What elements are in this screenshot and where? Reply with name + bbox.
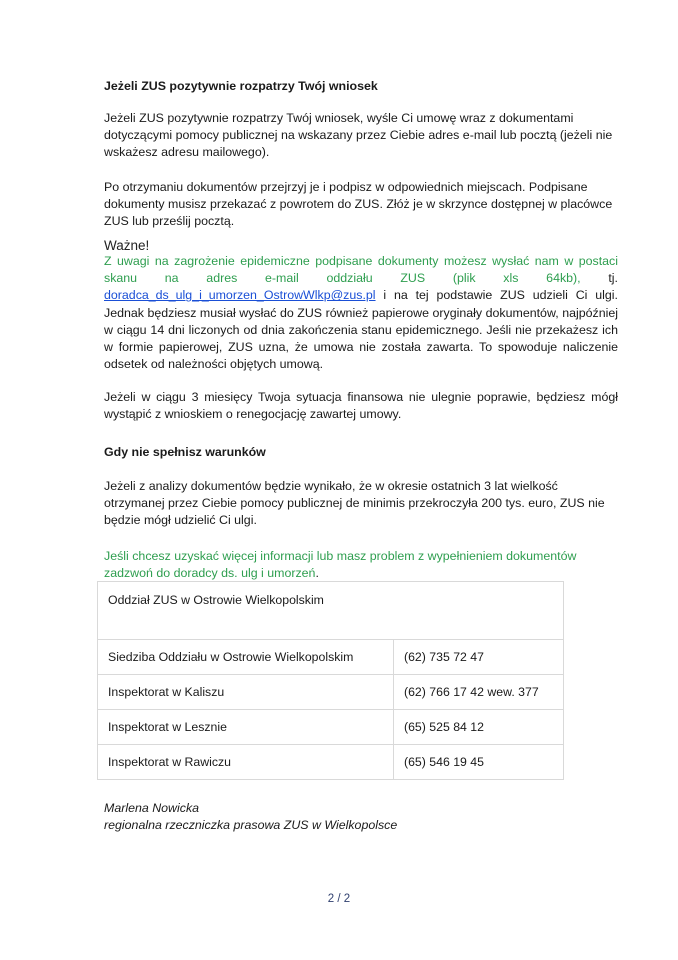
section-heading-positive: Jeżeli ZUS pozytywnie rozpatrzy Twój wniosek (104, 79, 378, 93)
important-notice (104, 253, 618, 373)
contact-trailing-dot: . (315, 566, 319, 581)
phone-cell: (65) 525 84 12 (394, 710, 564, 745)
page-number: 2 / 2 (327, 893, 351, 905)
table-row (98, 710, 564, 745)
important-green-text: Z uwagi na zagrożenie epidemiczne podpisane dokumenty możesz wysłać nam w postaci skanu na adres e-mail oddziału ZUS (plik xls 64kb), (104, 254, 618, 286)
email-prefix: tj. (608, 271, 618, 286)
table-row (98, 745, 564, 780)
table-row (98, 640, 564, 675)
email-link[interactable]: doradca_ds_ulg_i_umorzen_OstrowWlkp@zus.pl (104, 288, 376, 303)
important-rest-text: i na tej podstawie ZUS udzieli Ci ulgi. Jednak będziesz musiał wysłać do ZUS również papierowe oryginały dokumentów, najpóźniej w ciągu 14 dni liczonych od dnia zakończenia stanu epidemicznego. Jeśli nie przekażesz ich w formie papierowej, ZUS uzna, że umowa nie została zawarta. To spowoduje naliczenie odsetek od należności objętych umową. (104, 288, 618, 372)
table-header-row (98, 582, 564, 640)
contacts-table (97, 581, 564, 780)
table-row (98, 675, 564, 710)
contact-advisor-note (104, 548, 618, 582)
phone-cell: (65) 546 19 45 (394, 745, 564, 780)
phone-cell: (62) 735 72 47 (394, 640, 564, 675)
section-heading-conditions: Gdy nie spełnisz warunków (104, 445, 266, 459)
table-header-cell: Oddział ZUS w Ostrowie Wielkopolskim (98, 582, 564, 640)
contact-green-text: Jeśli chcesz uzyskać więcej informacji lub masz problem z wypełnieniem dokumentów zadzwoń do doradcy ds. ulg i umorzeń (104, 549, 577, 581)
office-cell: Siedziba Oddziału w Ostrowie Wielkopolskim (98, 640, 394, 675)
paragraph-sign-documents: Po otrzymaniu dokumentów przejrzyj je i podpisz w odpowiednich miejscach. Podpisane dokumenty musisz przekazać z powrotem do ZUS. Złóż je w skrzynce dostępnej w placówce ZUS lub prześlij pocztą. (104, 180, 613, 229)
office-cell: Inspektorat w Kaliszu (98, 675, 394, 710)
important-label: Ważne! (104, 238, 150, 253)
office-cell: Inspektorat w Rawiczu (98, 745, 394, 780)
paragraph-contract-sent: Jeżeli ZUS pozytywnie rozpatrzy Twój wniosek, wyśle Ci umowę wraz z dokumentami dotyczącymi pomocy publicznej na wskazany przez Ciebie adres e-mail lub pocztą (jeżeli nie wskażesz adresu mailowego). (104, 111, 613, 160)
office-cell: Inspektorat w Lesznie (98, 710, 394, 745)
paragraph-de-minimis: Jeżeli z analizy dokumentów będzie wynikało, że w okresie ostatnich 3 lat wielkość otrzymanej przez Ciebie pomocy publicznej de minimis przekroczyła 200 tys. euro, ZUS nie będzie mógł udzielić Ci ulgi. (104, 479, 605, 528)
phone-cell: (62) 766 17 42 wew. 377 (394, 675, 564, 710)
signature-name: Marlena Nowicka (104, 801, 200, 815)
paragraph-renegotiation: Jeżeli w ciągu 3 miesięcy Twoja sytuacja finansowa nie ulegnie poprawie, będziesz mógł wystąpić z wnioskiem o renegocjację zawartej umowy. (104, 390, 618, 422)
signature-title: regionalna rzeczniczka prasowa ZUS w Wielkopolsce (104, 818, 398, 832)
